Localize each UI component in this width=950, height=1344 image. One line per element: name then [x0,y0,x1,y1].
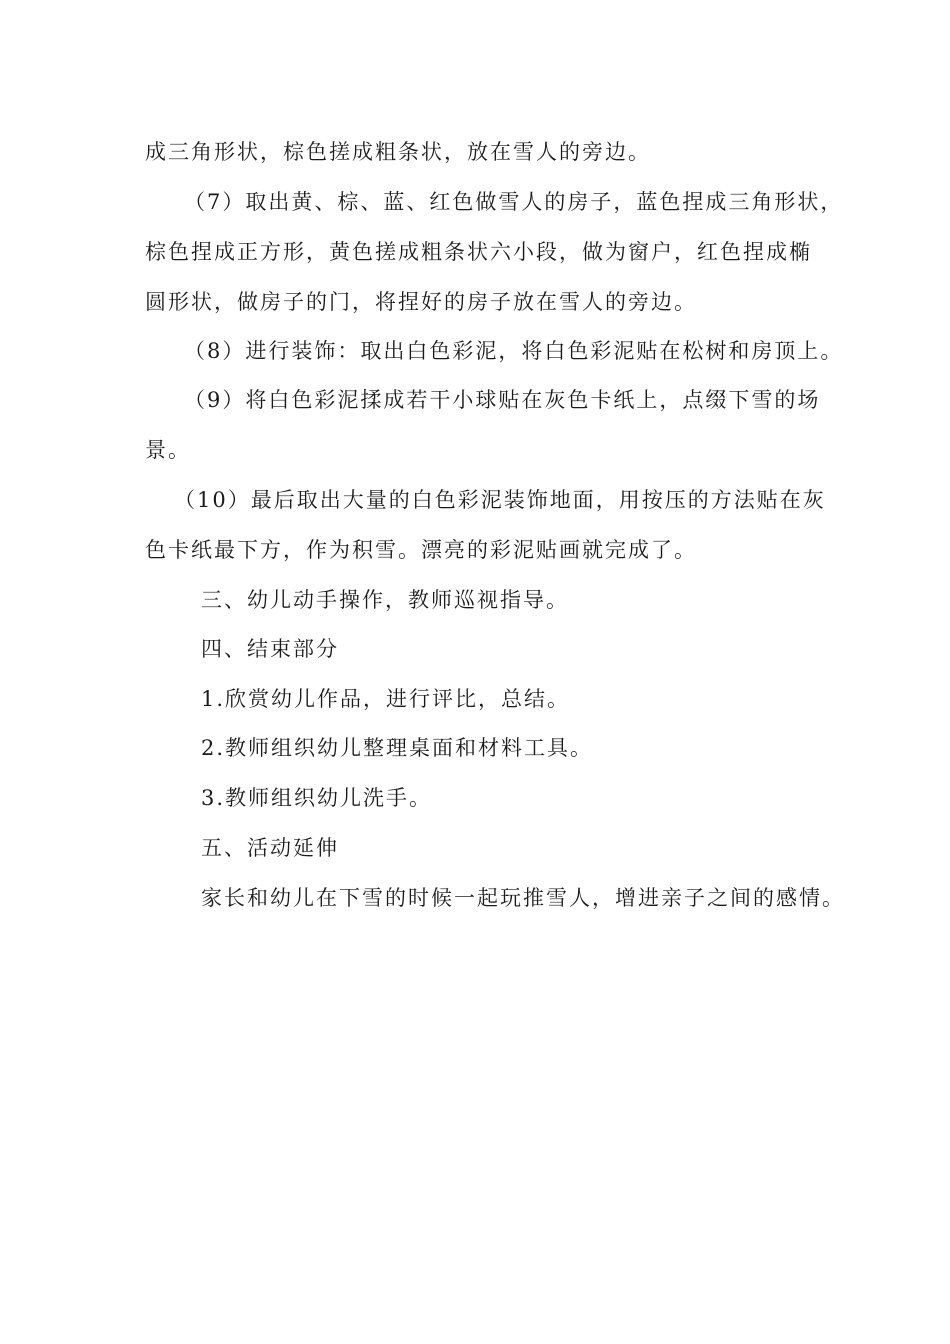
paragraph-line: 圆形状，做房子的门，将捏好的房子放在雪人的旁边。 [145,290,697,314]
paragraph-line: 景。 [145,438,191,462]
section-4-heading: 四、结束部分 [201,637,339,661]
step-9-line: （9）将白色彩泥揉成若干小球贴在灰色卡纸上，点缀下雪的场 [184,388,821,412]
paragraph-line: 色卡纸最下方，作为积雪。漂亮的彩泥贴画就完成了。 [145,538,697,562]
paragraph-line: 成三角形状，棕色搓成粗条状，放在雪人的旁边。 [145,140,651,164]
section-5-heading: 五、活动延伸 [201,836,339,860]
list-item: 3.教师组织幼儿洗手。 [201,786,433,810]
step-10-line: （10）最后取出大量的白色彩泥装饰地面，用按压的方法贴在灰 [174,488,826,512]
section-3-heading: 三、幼儿动手操作，教师巡视指导。 [201,588,569,612]
list-item: 1.欣赏幼儿作品，进行评比，总结。 [201,687,571,711]
paragraph-line: 棕色捏成正方形，黄色搓成粗条状六小段，做为窗户，红色捏成椭 [145,240,812,264]
step-7-line: （7）取出黄、棕、蓝、红色做雪人的房子，蓝色捏成三角形状， [184,190,844,214]
paragraph-line: 家长和幼儿在下雪的时候一起玩推雪人，增进亲子之间的感情。 [201,886,845,910]
list-item: 2.教师组织幼儿整理桌面和材料工具。 [201,736,594,760]
step-8-line: （8）进行装饰：取出白色彩泥，将白色彩泥贴在松树和房顶上。 [184,339,844,363]
